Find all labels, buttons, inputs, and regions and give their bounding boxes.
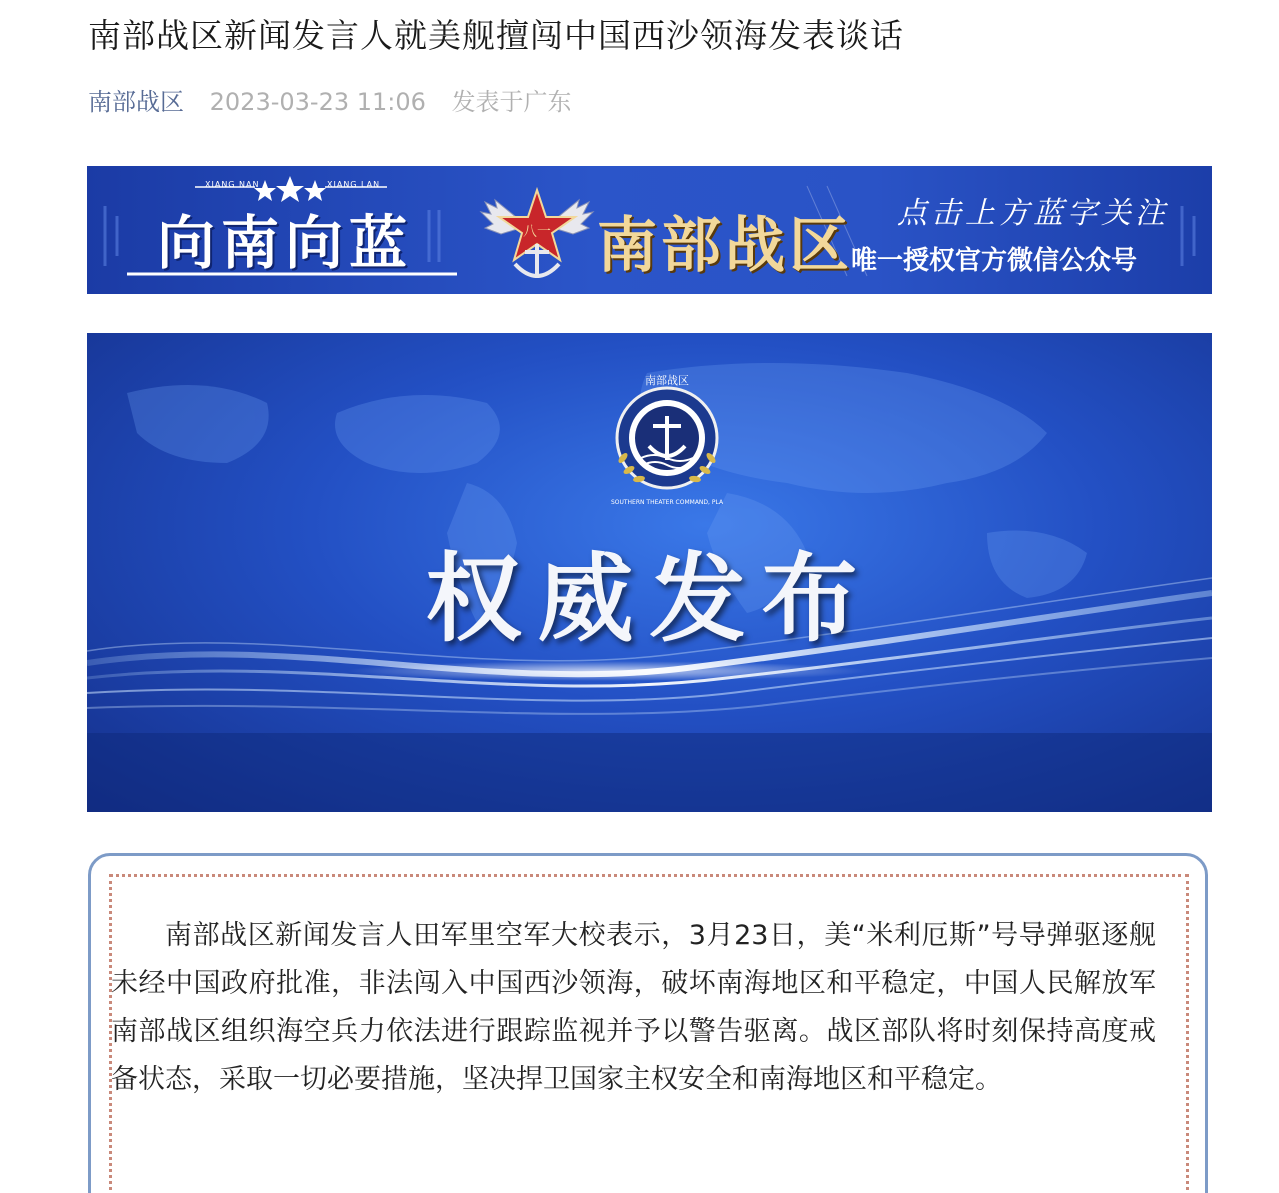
banner-follow-hint: 点击上方蓝字关注 xyxy=(897,196,1169,231)
hero-image xyxy=(87,333,1212,812)
banner-small-left: XIANG NAN xyxy=(205,180,260,189)
banner-brand: 南部战区 xyxy=(597,211,853,281)
article-content-box xyxy=(88,853,1208,1193)
author-link[interactable]: 南部战区 xyxy=(88,88,184,116)
banner-small-right: XIANG LAN xyxy=(327,180,381,189)
banner-slogan: 向南向蓝 xyxy=(157,209,414,277)
emblem-bottom-text: SOUTHERN THEATER COMMAND, PLA xyxy=(610,499,724,506)
account-banner[interactable] xyxy=(87,166,1212,294)
article-title: 南部战区新闻发言人就美舰擅闯中国西沙领海发表谈话 xyxy=(88,16,904,55)
emblem-top-text: 南部战区 xyxy=(645,374,689,387)
star-wing-emblem xyxy=(481,190,593,278)
publish-location: 发表于广东 xyxy=(451,88,572,116)
hero-title: 权威发布 xyxy=(425,542,874,655)
article-body: 南部战区新闻发言人田军里空军大校表示，3月23日，美“米利厄斯”号导弹驱逐舰未经中国政府批准，非法闯入中国西沙领海，破坏南海地区和平稳定，中国人民解放军南部战区组织海空兵力依法进行跟踪监视并予以警告驱离。战区部队将时刻保持高度戒备状态，采取一切必要措施，坚决捍卫国家主权安全和南海地区和平稳定。 xyxy=(111,920,1156,1095)
svg-text:八一: 八一 xyxy=(523,224,551,240)
banner-official-note: 唯一授权官方微信公众号 xyxy=(851,246,1138,276)
publish-date: 2023-03-23 11:06 xyxy=(209,88,426,116)
article-meta xyxy=(88,82,572,117)
